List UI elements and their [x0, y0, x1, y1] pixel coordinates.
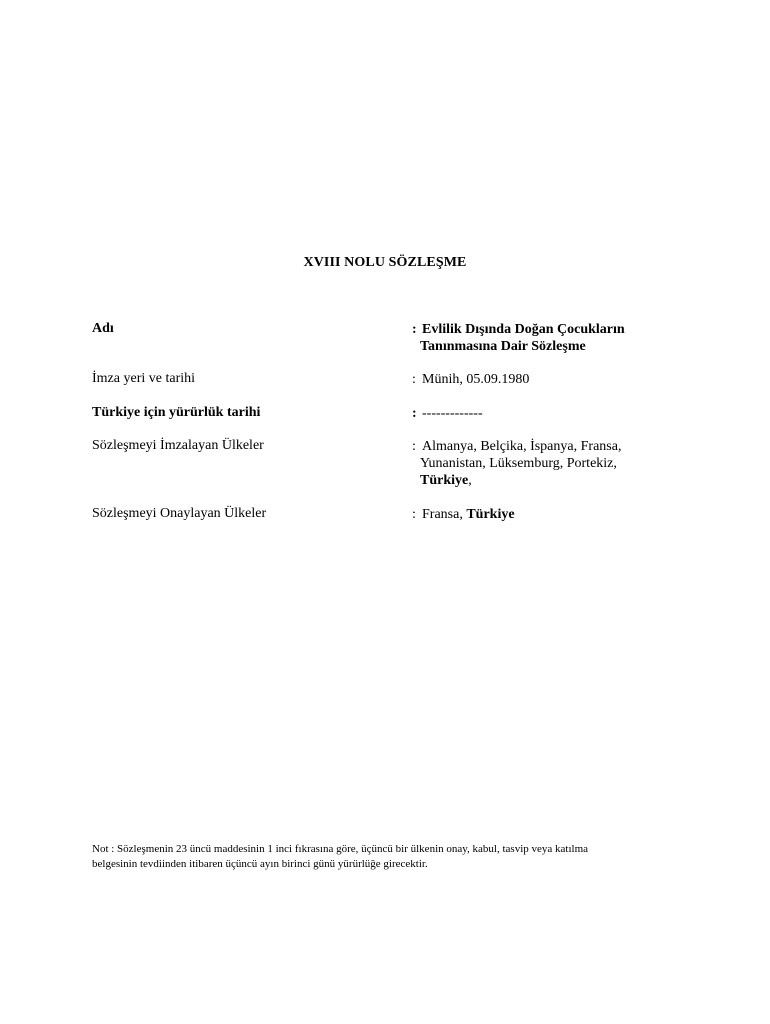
field-value-name — [412, 321, 672, 355]
field-label-signatories: Sözleşmeyi İmzalayan Ülkeler — [92, 438, 264, 453]
field-label-signing: İmza yeri ve tarihi — [92, 371, 196, 386]
field-value-signing-text: Münih, 05.09.1980 — [422, 372, 530, 387]
field-value-ratifiers-plain: Fransa, — [422, 507, 467, 522]
field-label-name: Adı — [92, 321, 114, 336]
field-value-signatories-line2: Yunanistan, Lüksemburg, Portekiz, — [420, 456, 617, 471]
footnote-line1: Not : Sözleşmenin 23 üncü maddesinin 1 inci fıkrasına göre, üçüncü bir ülkenin onay, kabul, tasvip veya katılma — [92, 843, 589, 855]
field-value-signing — [412, 371, 672, 388]
field-value-name-line1: Evlilik Dışında Doğan Çocukların — [422, 322, 625, 337]
field-value-effective-date — [412, 405, 672, 422]
field-value-effective-date-text: ------------- — [422, 406, 483, 421]
field-colon: : — [412, 439, 416, 454]
field-value-signatories-tail: , — [468, 473, 472, 488]
field-label-effective-date: Türkiye için yürürlük tarihi — [92, 405, 261, 420]
field-value-signatories-turkey: Türkiye — [420, 473, 469, 488]
footnote-line2: belgesinin tevdiinden itibaren üçüncü ayın birinci günü yürürlüğe girecektir. — [92, 858, 428, 870]
field-value-signatories-line1: Almanya, Belçika, İspanya, Fransa, — [422, 439, 622, 454]
field-colon: : — [412, 322, 417, 337]
field-value-ratifiers-turkey: Türkiye — [466, 507, 515, 522]
field-value-ratifiers — [412, 506, 672, 523]
field-label-ratifiers: Sözleşmeyi Onaylayan Ülkeler — [92, 506, 267, 521]
field-value-signatories-line3 — [412, 472, 672, 489]
field-colon: : — [412, 372, 416, 387]
field-colon: : — [412, 406, 417, 421]
field-colon: : — [412, 507, 416, 522]
field-value-signatories — [412, 438, 672, 489]
document-title: XVIII NOLU SÖZLEŞME — [303, 255, 467, 270]
field-value-name-line2: Tanınmasına Dair Sözleşme — [420, 339, 586, 354]
footnote — [92, 842, 692, 872]
